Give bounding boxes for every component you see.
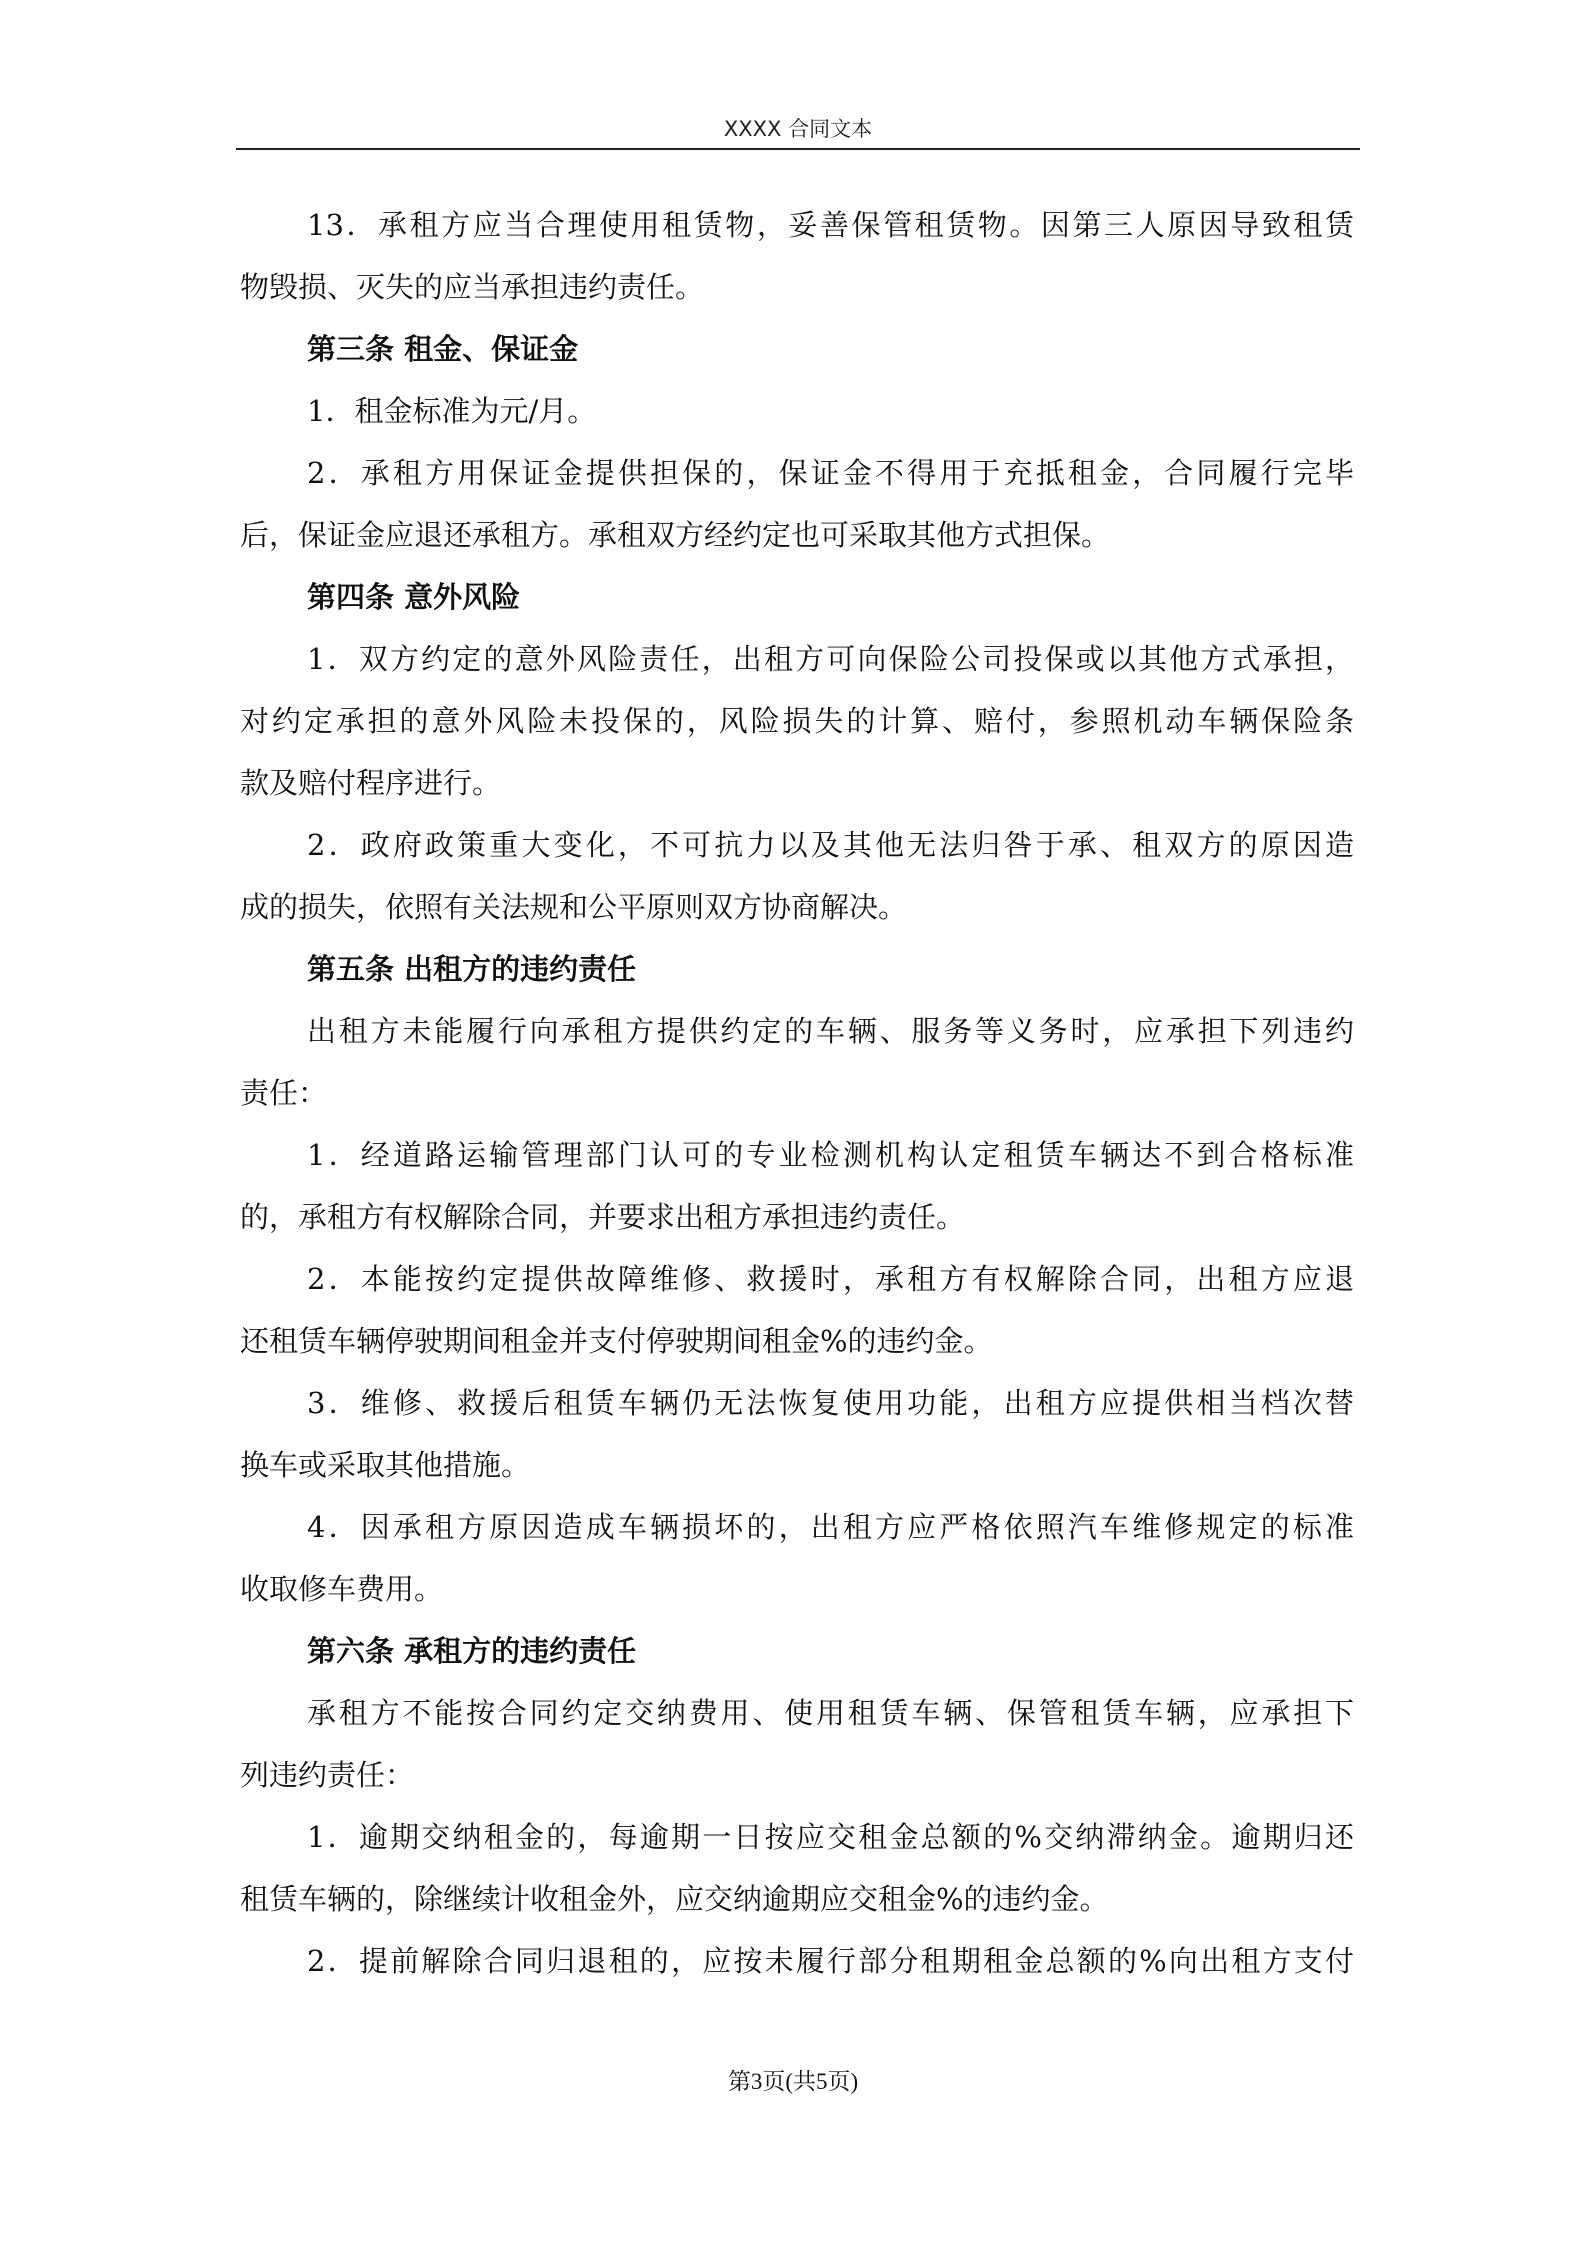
paragraph-line: 后，保证金应退还承租方。承租双方经约定也可采取其他方式担保。 [240, 518, 1111, 552]
page-header: XXXX 合同文本 [723, 117, 873, 141]
paragraph-line: 2．本能按约定提供故障维修、救援时，承租方有权解除合同，出租方应退 [307, 1262, 1354, 1296]
paragraph-line: 换车或采取其他措施。 [240, 1448, 531, 1482]
paragraph-line: 物毁损、灭失的应当承担违约责任。 [240, 270, 705, 304]
paragraph-line: 1．双方约定的意外风险责任，出租方可向保险公司投保或以其他方式承担， [307, 642, 1354, 676]
paragraph-line: 1．租金标准为元/月。 [307, 394, 597, 428]
section-heading: 第五条 出租方的违约责任 [307, 952, 637, 986]
section-heading: 第三条 租金、保证金 [307, 332, 579, 366]
paragraph-line: 对约定承担的意外风险未投保的，风险损失的计算、赔付，参照机动车辆保险条 [240, 704, 1354, 738]
paragraph-line: 成的损失，依照有关法规和公平原则双方协商解决。 [240, 890, 908, 924]
section-heading: 第四条 意外风险 [307, 580, 521, 614]
paragraph-line: 2．提前解除合同归退租的，应按未履行部分租期租金总额的%向出租方支付 [307, 1944, 1354, 1978]
paragraph-line: 4．因承租方原因造成车辆损坏的，出租方应严格依照汽车维修规定的标准 [307, 1510, 1354, 1544]
paragraph-line: 1．逾期交纳租金的，每逾期一日按应交租金总额的%交纳滞纳金。逾期归还 [307, 1820, 1354, 1854]
paragraph-line: 的，承租方有权解除合同，并要求出租方承担违约责任。 [240, 1200, 966, 1234]
paragraph-line: 收取修车费用。 [240, 1572, 444, 1606]
document-body [240, 194, 1354, 1992]
paragraph-line: 还租赁车辆停驶期间租金并支付停驶期间租金%的违约金。 [240, 1324, 993, 1358]
paragraph-line: 承租方不能按合同约定交纳费用、使用租赁车辆、保管租赁车辆，应承担下 [307, 1696, 1354, 1730]
paragraph-line: 3．维修、救援后租赁车辆仍无法恢复使用功能，出租方应提供相当档次替 [307, 1386, 1354, 1420]
paragraph-line: 2．政府政策重大变化，不可抗力以及其他无法归咎于承、租双方的原因造 [307, 828, 1354, 862]
paragraph-line: 租赁车辆的，除继续计收租金外，应交纳逾期应交租金%的违约金。 [240, 1882, 1109, 1916]
paragraph-line: 1．经道路运输管理部门认可的专业检测机构认定租赁车辆达不到合格标准 [307, 1138, 1354, 1172]
paragraph-line: 2．承租方用保证金提供担保的，保证金不得用于充抵租金，合同履行完毕 [307, 456, 1354, 490]
paragraph-line: 列违约责任： [240, 1758, 415, 1792]
page-number: 第3页(共5页) [727, 2069, 859, 2094]
paragraph-line: 责任： [240, 1076, 328, 1110]
header-divider [236, 148, 1360, 150]
section-heading: 第六条 承租方的违约责任 [307, 1634, 637, 1668]
paragraph-line: 13．承租方应当合理使用租赁物，妥善保管租赁物。因第三人原因导致租赁 [307, 208, 1354, 242]
paragraph-line: 款及赔付程序进行。 [240, 766, 502, 800]
paragraph-line: 出租方未能履行向承租方提供约定的车辆、服务等义务时，应承担下列违约 [307, 1014, 1354, 1048]
